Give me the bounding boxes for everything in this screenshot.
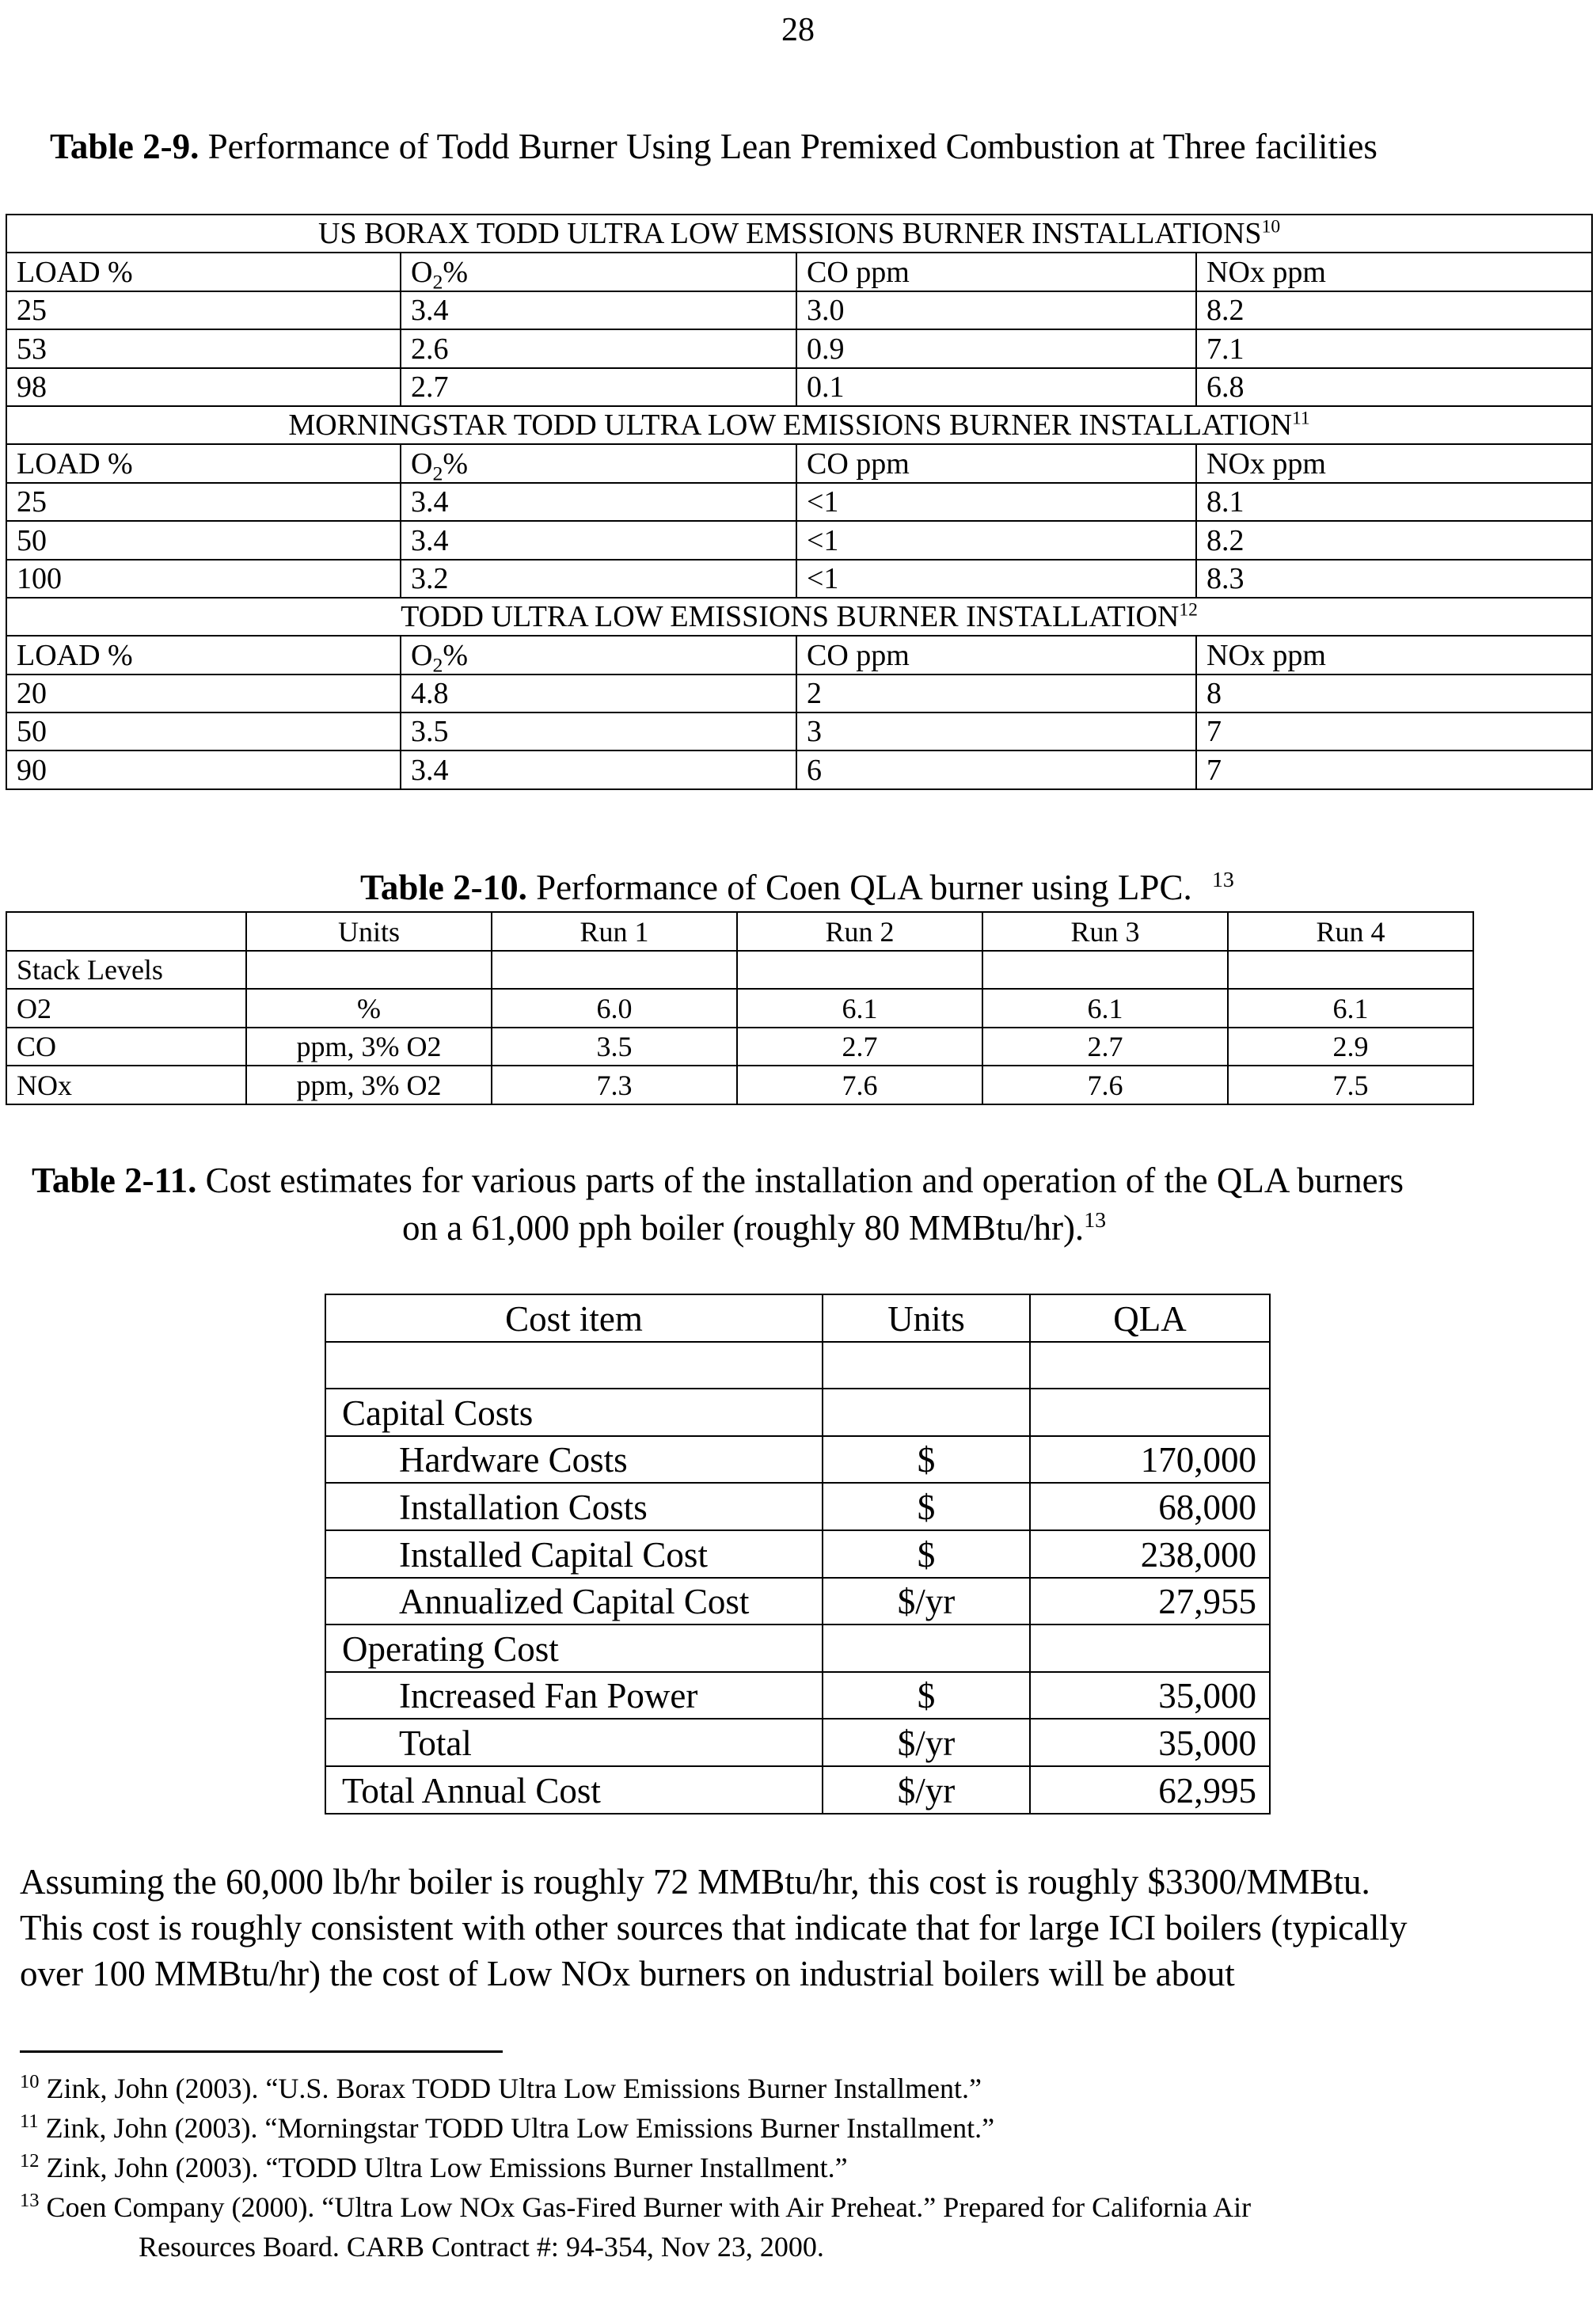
table-cell <box>492 951 737 990</box>
units-cell: $/yr <box>823 1578 1030 1625</box>
table-cell: 8.2 <box>1196 291 1592 329</box>
table-2-11-title-line2: on a 61,000 pph boiler (roughly 80 MMBtu/hr). <box>402 1208 1085 1248</box>
table-2-11-caption-line1 <box>32 1157 1404 1203</box>
col-header-load: LOAD % <box>6 444 401 482</box>
qla-cell: 35,000 <box>1030 1719 1270 1766</box>
table-cell: ppm, 3% O2 <box>246 1066 492 1104</box>
cost-item-cell <box>325 1342 823 1389</box>
footnote-number: 10 <box>20 2071 40 2092</box>
qla-cell: 27,955 <box>1030 1578 1270 1625</box>
section-heading <box>6 598 1592 636</box>
table-cell: 3.4 <box>401 521 796 559</box>
table-row <box>325 1389 1270 1436</box>
table-2-11-caption-line2 <box>402 1205 1106 1251</box>
col-header-co: CO ppm <box>796 444 1196 482</box>
col-header-o2 <box>401 253 796 294</box>
o2-letter: O <box>411 446 433 481</box>
qla-cell: 62,995 <box>1030 1766 1270 1814</box>
col-header-nox: NOx ppm <box>1196 253 1592 291</box>
table-row <box>6 368 1592 406</box>
header-row <box>325 1294 1270 1342</box>
units-cell <box>823 1389 1030 1436</box>
cost-item-cell: Annualized Capital Cost <box>325 1578 823 1625</box>
o2-subscript: 2 <box>432 653 443 677</box>
t9-body <box>6 215 1592 789</box>
table-cell <box>737 951 982 990</box>
o2-subscript: 2 <box>432 270 443 294</box>
body-paragraph <box>20 1859 1583 1997</box>
section-ref: 11 <box>1292 408 1310 429</box>
header-row <box>6 912 1473 951</box>
qla-cell: 238,000 <box>1030 1530 1270 1578</box>
col-header-o2 <box>401 444 796 485</box>
section-heading <box>6 406 1592 444</box>
table-cell: ppm, 3% O2 <box>246 1028 492 1066</box>
table-cell: Stack Levels <box>6 951 246 990</box>
table-cell: 2.6 <box>401 329 796 367</box>
cost-item-cell: Total <box>325 1719 823 1766</box>
table-2-9-label: Table 2-9. <box>50 127 200 166</box>
footnote-13 <box>20 2188 1251 2226</box>
cost-item-cell: Installed Capital Cost <box>325 1530 823 1578</box>
table-cell: <1 <box>796 521 1196 559</box>
header-cell: Units <box>246 912 492 951</box>
units-cell: $ <box>823 1436 1030 1484</box>
table-2-11-ref: 13 <box>1084 1208 1107 1233</box>
table-row <box>325 1530 1270 1578</box>
table-row <box>6 560 1592 598</box>
table-cell: CO <box>6 1028 246 1066</box>
table-cell <box>982 951 1228 990</box>
column-header-row <box>6 253 1592 291</box>
table-cell: 3.0 <box>796 291 1196 329</box>
units-cell: $/yr <box>823 1766 1030 1814</box>
units-cell: $ <box>823 1672 1030 1720</box>
qla-cell <box>1030 1342 1270 1389</box>
table-row <box>325 1672 1270 1720</box>
footnote-10 <box>20 2069 982 2107</box>
table-cell: 7.6 <box>982 1066 1228 1104</box>
table-row <box>325 1436 1270 1484</box>
table-cell: 8.3 <box>1196 560 1592 598</box>
column-header-row <box>6 636 1592 674</box>
t11-body <box>325 1294 1270 1814</box>
table-row <box>325 1719 1270 1766</box>
header-cell: Run 1 <box>492 912 737 951</box>
units-cell: $ <box>823 1483 1030 1530</box>
table-cell: 8.2 <box>1196 521 1592 559</box>
table-row <box>325 1483 1270 1530</box>
col-header-load: LOAD % <box>6 253 401 291</box>
cost-item-cell: Hardware Costs <box>325 1436 823 1484</box>
footnote-number: 13 <box>20 2190 40 2211</box>
table-cell: % <box>246 989 492 1028</box>
table-cell: 3.2 <box>401 560 796 598</box>
section-heading-text: TODD ULTRA LOW EMISSIONS BURNER INSTALLATION <box>401 600 1180 634</box>
table-2-10-caption <box>360 864 1234 910</box>
qla-cell: 170,000 <box>1030 1436 1270 1484</box>
body-line: over 100 MMBtu/hr) the cost of Low NOx burners on industrial boilers will be about <box>20 1954 1235 1993</box>
table-cell: 7.5 <box>1228 1066 1473 1104</box>
col-header-o2 <box>401 636 796 677</box>
col-header-co: CO ppm <box>796 253 1196 291</box>
table-2-10-label: Table 2-10. <box>360 868 527 907</box>
section-heading-row <box>6 406 1592 444</box>
table-2-11-label: Table 2-11. <box>32 1161 197 1200</box>
col-header-nox: NOx ppm <box>1196 636 1592 674</box>
table-row <box>6 674 1592 712</box>
table-cell: 8.1 <box>1196 483 1592 521</box>
section-heading <box>6 215 1592 253</box>
footnote-text: Zink, John (2003). “U.S. Borax TODD Ultra Low Emissions Burner Installment.” <box>46 2073 982 2104</box>
table-cell: 3.5 <box>401 712 796 750</box>
o2-letter: O <box>411 638 433 672</box>
table-row <box>6 989 1473 1028</box>
header-cell: QLA <box>1030 1294 1270 1342</box>
table-cell: 3 <box>796 712 1196 750</box>
table-2-11 <box>325 1294 1271 1814</box>
units-cell: $/yr <box>823 1719 1030 1766</box>
col-header-load: LOAD % <box>6 636 401 674</box>
table-2-10-title: Performance of Coen QLA burner using LPC. <box>536 868 1192 907</box>
section-heading-text: US BORAX TODD ULTRA LOW EMSSIONS BURNER INSTALLATIONS <box>317 217 1262 251</box>
footnote-divider <box>20 2050 503 2053</box>
o2-percent: % <box>443 255 469 289</box>
cost-item-cell: Operating Cost <box>325 1624 823 1672</box>
table-cell <box>1228 951 1473 990</box>
page-number: 28 <box>781 12 815 48</box>
footnote-number: 11 <box>20 2111 39 2132</box>
table-cell: 4.8 <box>401 674 796 712</box>
table-row <box>6 712 1592 750</box>
table-cell: 7 <box>1196 712 1592 750</box>
table-2-11-title-line1: Cost estimates for various parts of the installation and operation of the QLA burners <box>205 1161 1404 1200</box>
body-line: Assuming the 60,000 lb/hr boiler is roughly 72 MMBtu/hr, this cost is roughly $3300/MMBtu. <box>20 1862 1370 1902</box>
cost-item-cell: Total Annual Cost <box>325 1766 823 1814</box>
table-cell: <1 <box>796 483 1196 521</box>
section-heading-row <box>6 215 1592 253</box>
table-cell: 6.1 <box>982 989 1228 1028</box>
table-2-10-ref: 13 <box>1211 868 1234 892</box>
table-cell: 50 <box>6 712 401 750</box>
table-cell: 2 <box>796 674 1196 712</box>
o2-percent: % <box>443 638 469 672</box>
table-cell: 3.5 <box>492 1028 737 1066</box>
table-row <box>6 1028 1473 1066</box>
table-cell: 2.7 <box>982 1028 1228 1066</box>
table-cell: 98 <box>6 368 401 406</box>
table-cell: 2.7 <box>401 368 796 406</box>
footnote-text: Zink, John (2003). “Morningstar TODD Ultra Low Emissions Burner Installment.” <box>45 2112 995 2144</box>
table-cell: 6.8 <box>1196 368 1592 406</box>
table-cell: 7 <box>1196 750 1592 788</box>
table-cell: 100 <box>6 560 401 598</box>
table-cell: 3.4 <box>401 750 796 788</box>
o2-percent: % <box>443 446 469 481</box>
section-heading-text: MORNINGSTAR TODD ULTRA LOW EMISSIONS BURNER INSTALLATION <box>288 408 1293 443</box>
table-row <box>6 329 1592 367</box>
footnote-text: Zink, John (2003). “TODD Ultra Low Emissions Burner Installment.” <box>46 2152 848 2183</box>
table-cell: 0.1 <box>796 368 1196 406</box>
col-header-nox: NOx ppm <box>1196 444 1592 482</box>
table-row <box>325 1624 1270 1672</box>
table-cell: 2.7 <box>737 1028 982 1066</box>
qla-cell: 68,000 <box>1030 1483 1270 1530</box>
qla-cell <box>1030 1389 1270 1436</box>
section-ref: 12 <box>1179 599 1198 621</box>
table-cell: 6.1 <box>737 989 982 1028</box>
table-cell: 20 <box>6 674 401 712</box>
cost-item-cell: Capital Costs <box>325 1389 823 1436</box>
table-cell: 7.3 <box>492 1066 737 1104</box>
footnote-number: 12 <box>20 2150 40 2172</box>
table-row <box>325 1766 1270 1814</box>
header-cell: Cost item <box>325 1294 823 1342</box>
o2-subscript: 2 <box>432 462 443 485</box>
section-ref: 10 <box>1261 216 1281 238</box>
table-cell: 90 <box>6 750 401 788</box>
table-cell: 3.4 <box>401 483 796 521</box>
table-cell: 25 <box>6 483 401 521</box>
footnote-12 <box>20 2149 848 2187</box>
table-cell: 0.9 <box>796 329 1196 367</box>
table-2-9 <box>6 214 1593 790</box>
column-header-row <box>6 444 1592 482</box>
footnote-11 <box>20 2109 994 2147</box>
body-line: This cost is roughly consistent with other sources that indicate that for large ICI boilers (typically <box>20 1908 1408 1948</box>
footnote-13-continued: Resources Board. CARB Contract #: 94-354, Nov 23, 2000. <box>139 2231 824 2263</box>
table-row <box>325 1342 1270 1389</box>
header-cell <box>6 912 246 951</box>
table-cell: 53 <box>6 329 401 367</box>
table-cell: 8 <box>1196 674 1592 712</box>
table-cell: 3.4 <box>401 291 796 329</box>
header-cell: Units <box>823 1294 1030 1342</box>
table-row <box>6 951 1473 990</box>
table-cell: 6.1 <box>1228 989 1473 1028</box>
table-cell: O2 <box>6 989 246 1028</box>
table-cell: 50 <box>6 521 401 559</box>
table-cell: <1 <box>796 560 1196 598</box>
footnote-text: Coen Company (2000). “Ultra Low NOx Gas-Fired Burner with Air Preheat.” Prepared for California Air <box>46 2191 1252 2223</box>
table-cell: NOx <box>6 1066 246 1104</box>
table-cell: 2.9 <box>1228 1028 1473 1066</box>
o2-letter: O <box>411 255 433 289</box>
table-row <box>6 750 1592 788</box>
units-cell <box>823 1624 1030 1672</box>
units-cell <box>823 1342 1030 1389</box>
header-cell: Run 4 <box>1228 912 1473 951</box>
section-heading-row <box>6 598 1592 636</box>
col-header-co: CO ppm <box>796 636 1196 674</box>
cost-item-cell: Increased Fan Power <box>325 1672 823 1720</box>
header-cell: Run 3 <box>982 912 1228 951</box>
qla-cell <box>1030 1624 1270 1672</box>
qla-cell: 35,000 <box>1030 1672 1270 1720</box>
cost-item-cell: Installation Costs <box>325 1483 823 1530</box>
table-2-9-caption <box>50 124 1378 169</box>
table-cell <box>246 951 492 990</box>
table-row <box>325 1578 1270 1625</box>
units-cell: $ <box>823 1530 1030 1578</box>
table-row <box>6 1066 1473 1104</box>
table-cell: 6 <box>796 750 1196 788</box>
header-cell: Run 2 <box>737 912 982 951</box>
t10-body <box>6 912 1473 1104</box>
table-2-9-title: Performance of Todd Burner Using Lean Premixed Combustion at Three facilities <box>207 127 1378 166</box>
table-row <box>6 291 1592 329</box>
table-cell: 6.0 <box>492 989 737 1028</box>
table-row <box>6 521 1592 559</box>
table-2-10 <box>6 911 1474 1105</box>
table-cell: 7.6 <box>737 1066 982 1104</box>
table-row <box>6 483 1592 521</box>
table-cell: 25 <box>6 291 401 329</box>
table-cell: 7.1 <box>1196 329 1592 367</box>
